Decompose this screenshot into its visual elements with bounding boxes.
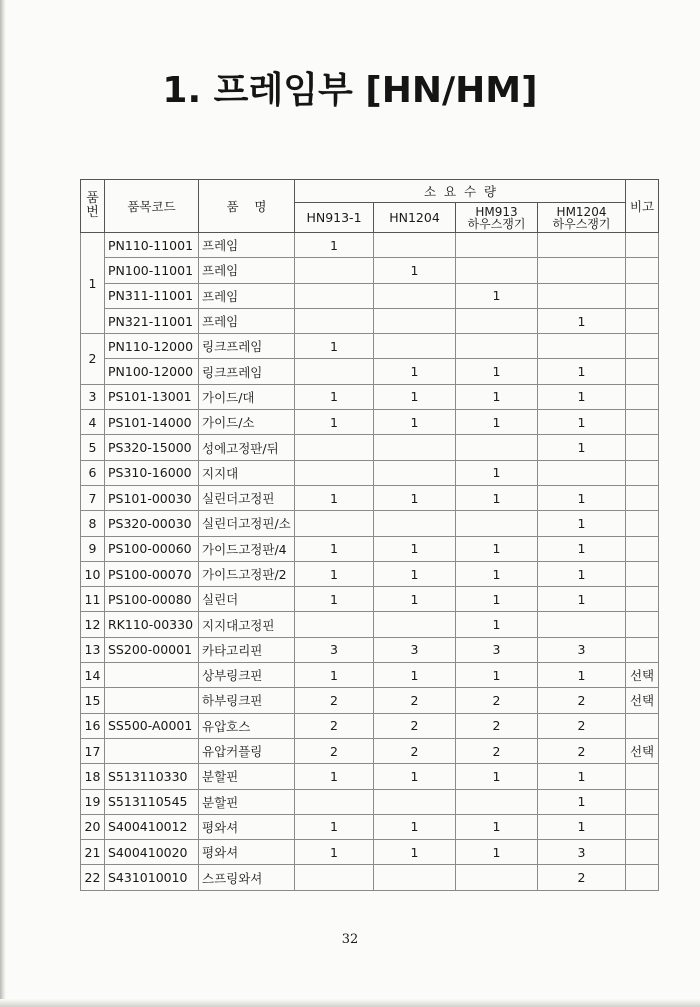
quantity-cell: 1: [538, 663, 626, 688]
note-cell: [626, 435, 659, 460]
part-code-cell: S400410020: [105, 840, 199, 865]
quantity-cell: [295, 612, 374, 637]
quantity-cell: 1: [295, 536, 374, 561]
part-code-cell: SS200-00001: [105, 637, 199, 662]
header-quantity: 소 요 수 량: [295, 180, 626, 203]
quantity-cell: 1: [538, 764, 626, 789]
quantity-cell: 1: [295, 561, 374, 586]
part-name-cell: 평와셔: [199, 840, 295, 865]
part-no-cell: 4: [81, 410, 105, 435]
part-name-cell: 가이드고정판/4: [199, 536, 295, 561]
table-row: [81, 814, 659, 839]
quantity-cell: 2: [538, 865, 626, 890]
quantity-cell: 3: [456, 637, 538, 662]
table-row: [81, 612, 659, 637]
quantity-cell: 1: [295, 384, 374, 409]
quantity-cell: 1: [456, 612, 538, 637]
table-row: [81, 460, 659, 485]
table-row: [81, 764, 659, 789]
quantity-cell: [374, 865, 456, 890]
part-code-cell: [105, 688, 199, 713]
quantity-cell: [374, 435, 456, 460]
part-no-cell: 1: [81, 233, 105, 334]
quantity-cell: [538, 283, 626, 308]
quantity-cell: 3: [295, 637, 374, 662]
quantity-cell: [295, 435, 374, 460]
part-name-cell: 상부링크핀: [199, 663, 295, 688]
quantity-cell: 1: [374, 258, 456, 283]
part-no-cell: 9: [81, 536, 105, 561]
quantity-cell: 1: [295, 410, 374, 435]
table-row: [81, 637, 659, 662]
part-no-cell: 21: [81, 840, 105, 865]
part-name-cell: 실린더고정핀: [199, 485, 295, 510]
part-no-cell: 12: [81, 612, 105, 637]
quantity-cell: [295, 283, 374, 308]
quantity-cell: 2: [456, 713, 538, 738]
quantity-cell: [295, 511, 374, 536]
part-name-cell: 실린더고정핀/소: [199, 511, 295, 536]
part-name-cell: 프레임: [199, 258, 295, 283]
table-row: [81, 435, 659, 460]
note-cell: [626, 384, 659, 409]
part-name-cell: 분할핀: [199, 789, 295, 814]
parts-table: [80, 179, 659, 891]
quantity-cell: 1: [456, 460, 538, 485]
part-code-cell: PN321-11001: [105, 308, 199, 333]
quantity-cell: [538, 460, 626, 485]
part-name-cell: 스프링와셔: [199, 865, 295, 890]
part-code-cell: PN110-11001: [105, 233, 199, 258]
quantity-cell: 2: [295, 738, 374, 763]
quantity-cell: [456, 865, 538, 890]
note-cell: [626, 485, 659, 510]
page-bottom-shadow: [0, 999, 700, 1007]
header-part-no: 품 번: [81, 180, 105, 233]
quantity-cell: 1: [538, 485, 626, 510]
part-code-cell: PS100-00080: [105, 587, 199, 612]
quantity-cell: 1: [538, 410, 626, 435]
part-code-cell: S431010010: [105, 865, 199, 890]
quantity-cell: 1: [374, 561, 456, 586]
quantity-cell: 1: [295, 764, 374, 789]
quantity-cell: 1: [374, 485, 456, 510]
part-code-cell: PS101-00030: [105, 485, 199, 510]
part-code-cell: PS101-14000: [105, 410, 199, 435]
quantity-cell: 2: [374, 688, 456, 713]
part-code-cell: PS320-00030: [105, 511, 199, 536]
table-row: [81, 233, 659, 258]
note-cell: [626, 713, 659, 738]
quantity-cell: 1: [538, 789, 626, 814]
note-cell: 선택: [626, 738, 659, 763]
table-row: [81, 410, 659, 435]
quantity-cell: [295, 359, 374, 384]
quantity-cell: 1: [456, 485, 538, 510]
table-row: [81, 485, 659, 510]
part-name-cell: 유압커플링: [199, 738, 295, 763]
note-cell: 선택: [626, 688, 659, 713]
note-cell: [626, 359, 659, 384]
part-name-cell: 하부링크핀: [199, 688, 295, 713]
part-name-cell: 프레임: [199, 308, 295, 333]
quantity-cell: [295, 308, 374, 333]
part-name-cell: 가이드/소: [199, 410, 295, 435]
quantity-cell: 2: [538, 738, 626, 763]
quantity-cell: 1: [374, 764, 456, 789]
note-cell: [626, 814, 659, 839]
table-row: [81, 688, 659, 713]
note-cell: [626, 283, 659, 308]
part-no-cell: 17: [81, 738, 105, 763]
quantity-cell: [374, 233, 456, 258]
part-no-cell: 7: [81, 485, 105, 510]
quantity-cell: [374, 789, 456, 814]
quantity-cell: 1: [538, 561, 626, 586]
part-code-cell: RK110-00330: [105, 612, 199, 637]
note-cell: [626, 865, 659, 890]
quantity-cell: [295, 789, 374, 814]
table-row: [81, 587, 659, 612]
quantity-cell: 1: [538, 511, 626, 536]
table-row: [81, 283, 659, 308]
quantity-cell: 1: [295, 233, 374, 258]
part-no-cell: 8: [81, 511, 105, 536]
quantity-cell: [538, 612, 626, 637]
part-no-cell: 13: [81, 637, 105, 662]
part-code-cell: [105, 663, 199, 688]
page-number: 32: [341, 932, 359, 947]
part-code-cell: S513110545: [105, 789, 199, 814]
quantity-cell: [374, 511, 456, 536]
page-edge-shadow: [0, 0, 6, 1007]
header-part-name: 품 명: [199, 180, 295, 233]
quantity-cell: 2: [374, 713, 456, 738]
quantity-cell: [374, 334, 456, 359]
part-name-cell: 유압호스: [199, 713, 295, 738]
table-row: [81, 840, 659, 865]
note-cell: [626, 587, 659, 612]
quantity-cell: [456, 334, 538, 359]
header-note: 비고: [626, 180, 659, 233]
quantity-cell: [456, 233, 538, 258]
quantity-cell: 1: [456, 536, 538, 561]
quantity-cell: [538, 233, 626, 258]
part-no-cell: 3: [81, 384, 105, 409]
note-cell: [626, 536, 659, 561]
part-name-cell: 카타고리핀: [199, 637, 295, 662]
table-row: [81, 334, 659, 359]
part-no-cell: 14: [81, 663, 105, 688]
quantity-cell: 2: [456, 738, 538, 763]
part-name-cell: 실린더: [199, 587, 295, 612]
quantity-cell: 1: [374, 587, 456, 612]
part-no-cell: 20: [81, 814, 105, 839]
quantity-cell: 1: [456, 840, 538, 865]
table-row: [81, 308, 659, 333]
table-row: [81, 359, 659, 384]
quantity-cell: 1: [538, 814, 626, 839]
note-cell: [626, 410, 659, 435]
quantity-cell: [538, 258, 626, 283]
part-name-cell: 성에고정판/뒤: [199, 435, 295, 460]
note-cell: [626, 789, 659, 814]
header-model: HN1204: [374, 203, 456, 233]
quantity-cell: 1: [295, 814, 374, 839]
quantity-cell: [295, 460, 374, 485]
part-code-cell: S513110330: [105, 764, 199, 789]
part-no-cell: 6: [81, 460, 105, 485]
table-row: [81, 511, 659, 536]
quantity-cell: 1: [456, 561, 538, 586]
note-cell: [626, 511, 659, 536]
note-cell: [626, 258, 659, 283]
quantity-cell: 1: [538, 359, 626, 384]
quantity-cell: 1: [456, 764, 538, 789]
quantity-cell: [374, 612, 456, 637]
part-no-cell: 10: [81, 561, 105, 586]
note-cell: [626, 637, 659, 662]
quantity-cell: 1: [456, 384, 538, 409]
header-model: HM1204 하우스쟁기: [538, 203, 626, 233]
part-no-cell: 11: [81, 587, 105, 612]
header-model: HN913-1: [295, 203, 374, 233]
part-name-cell: 프레임: [199, 283, 295, 308]
quantity-cell: 1: [374, 359, 456, 384]
quantity-cell: [456, 435, 538, 460]
quantity-cell: 1: [538, 536, 626, 561]
quantity-cell: [295, 258, 374, 283]
quantity-cell: 2: [295, 713, 374, 738]
header-model: HM913 하우스쟁기: [456, 203, 538, 233]
part-name-cell: 프레임: [199, 233, 295, 258]
table-row: [81, 789, 659, 814]
quantity-cell: [538, 334, 626, 359]
quantity-cell: 1: [456, 359, 538, 384]
part-code-cell: PN110-12000: [105, 334, 199, 359]
quantity-cell: 1: [374, 536, 456, 561]
table-row: [81, 536, 659, 561]
quantity-cell: 1: [538, 308, 626, 333]
quantity-cell: 3: [538, 637, 626, 662]
part-code-cell: PS320-15000: [105, 435, 199, 460]
part-code-cell: [105, 738, 199, 763]
part-name-cell: 가이드고정판/2: [199, 561, 295, 586]
part-code-cell: PS100-00060: [105, 536, 199, 561]
quantity-cell: 1: [374, 384, 456, 409]
part-no-cell: 2: [81, 334, 105, 385]
quantity-cell: 3: [538, 840, 626, 865]
part-code-cell: PN100-12000: [105, 359, 199, 384]
quantity-cell: 1: [456, 410, 538, 435]
part-no-cell: 18: [81, 764, 105, 789]
part-code-cell: PS310-16000: [105, 460, 199, 485]
table-row: [81, 384, 659, 409]
quantity-cell: 1: [538, 587, 626, 612]
quantity-cell: 1: [374, 814, 456, 839]
quantity-cell: [374, 283, 456, 308]
quantity-cell: 1: [456, 814, 538, 839]
quantity-cell: 1: [456, 663, 538, 688]
part-code-cell: PS101-13001: [105, 384, 199, 409]
part-no-cell: 15: [81, 688, 105, 713]
table-row: [81, 663, 659, 688]
quantity-cell: 1: [374, 663, 456, 688]
part-name-cell: 링크프레임: [199, 334, 295, 359]
note-cell: [626, 612, 659, 637]
part-name-cell: 가이드/대: [199, 384, 295, 409]
quantity-cell: [295, 865, 374, 890]
part-no-cell: 5: [81, 435, 105, 460]
quantity-cell: 3: [374, 637, 456, 662]
quantity-cell: 2: [295, 688, 374, 713]
part-code-cell: SS500-A0001: [105, 713, 199, 738]
note-cell: [626, 233, 659, 258]
page-title: 1. 프레임부 [HN/HM]: [162, 70, 538, 111]
note-cell: [626, 460, 659, 485]
table-row: [81, 713, 659, 738]
note-cell: [626, 561, 659, 586]
quantity-cell: [456, 308, 538, 333]
note-cell: [626, 764, 659, 789]
part-name-cell: 평와셔: [199, 814, 295, 839]
quantity-cell: 1: [374, 410, 456, 435]
table-row: [81, 561, 659, 586]
quantity-cell: [456, 789, 538, 814]
quantity-cell: 1: [295, 663, 374, 688]
quantity-cell: 1: [374, 840, 456, 865]
header-part-code: 품목코드: [105, 180, 199, 233]
part-name-cell: 분할핀: [199, 764, 295, 789]
quantity-cell: [374, 460, 456, 485]
table-row: [81, 258, 659, 283]
quantity-cell: [456, 511, 538, 536]
part-code-cell: S400410012: [105, 814, 199, 839]
part-code-cell: PN100-11001: [105, 258, 199, 283]
quantity-cell: 1: [295, 587, 374, 612]
note-cell: [626, 334, 659, 359]
table-row: [81, 738, 659, 763]
part-no-cell: 22: [81, 865, 105, 890]
part-name-cell: 지지대: [199, 460, 295, 485]
note-cell: 선택: [626, 663, 659, 688]
table-row: [81, 865, 659, 890]
quantity-cell: [374, 308, 456, 333]
quantity-cell: 1: [295, 840, 374, 865]
part-name-cell: 링크프레임: [199, 359, 295, 384]
note-cell: [626, 308, 659, 333]
quantity-cell: 1: [538, 435, 626, 460]
quantity-cell: 2: [538, 688, 626, 713]
part-no-cell: 19: [81, 789, 105, 814]
part-code-cell: PS100-00070: [105, 561, 199, 586]
parts-body: [81, 233, 659, 891]
quantity-cell: [456, 258, 538, 283]
quantity-cell: 2: [374, 738, 456, 763]
quantity-cell: 1: [295, 334, 374, 359]
quantity-cell: 2: [456, 688, 538, 713]
quantity-cell: 1: [456, 587, 538, 612]
part-no-cell: 16: [81, 713, 105, 738]
note-cell: [626, 840, 659, 865]
quantity-cell: 2: [538, 713, 626, 738]
quantity-cell: 1: [538, 384, 626, 409]
quantity-cell: 1: [295, 485, 374, 510]
part-code-cell: PN311-11001: [105, 283, 199, 308]
part-name-cell: 지지대고정핀: [199, 612, 295, 637]
quantity-cell: 1: [456, 283, 538, 308]
